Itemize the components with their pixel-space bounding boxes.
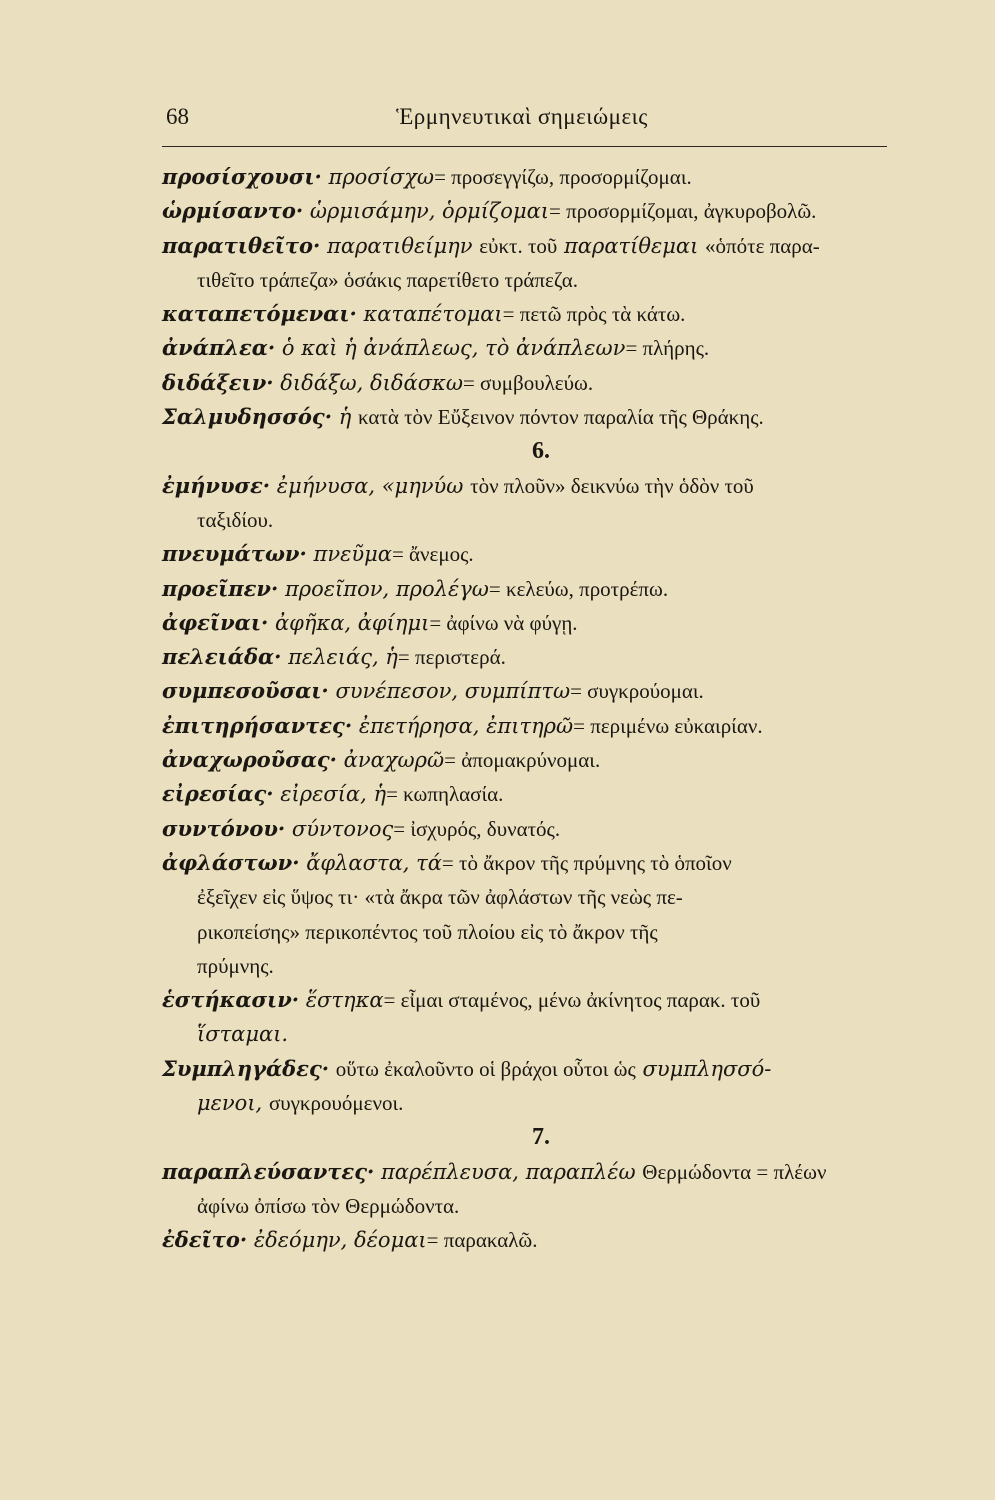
- gloss: = κωπηλασία.: [386, 782, 504, 807]
- gloss: = προσεγγίζω, προσορμίζομαι.: [434, 165, 692, 189]
- gloss: = προσορμίζομαι, ἀγκυροβολῶ.: [549, 199, 817, 224]
- gloss: = ἀπομακρύνομαι.: [444, 748, 601, 773]
- glossary-entry: [162, 1223, 890, 1257]
- headword: παραπλεύσαντες·: [162, 1158, 375, 1184]
- gloss: εὐκτ. τοῦ: [479, 233, 558, 258]
- entry-continuation: [162, 1086, 890, 1120]
- lemma-secondary: συμπλησσό-: [642, 1056, 772, 1081]
- headword: ἀναχωροῦσας·: [162, 747, 337, 773]
- headword: συμπεσοῦσαι·: [162, 678, 329, 704]
- glossary-entry: [162, 743, 890, 777]
- glossary-entry: [162, 709, 890, 743]
- headword: πελειάδα·: [162, 644, 282, 670]
- headword: ἀφλάστων·: [162, 849, 300, 875]
- lemma: ἕστηκα: [305, 988, 384, 1013]
- lemma: ἄφλαστα, τά: [306, 850, 442, 875]
- lemma: ὁ καὶ ἡ ἀνάπλεως, τὸ ἀνάπλεων: [281, 336, 626, 361]
- lemma: παρατιθείμην: [327, 233, 473, 258]
- glossary-entry: [162, 160, 890, 194]
- gloss: κατὰ τὸν Εὔξεινον πόντον παραλία τῆς Θράκης.: [358, 405, 764, 430]
- lemma: διδάξω, διδάσκω: [280, 370, 463, 395]
- gloss: = περιμένω εὐκαιρίαν.: [573, 713, 763, 738]
- gloss: = παρακαλῶ.: [426, 1228, 538, 1253]
- lemma: ἐπετήρησα, ἐπιτηρῶ: [358, 713, 574, 738]
- gloss: = ἄνεμος.: [391, 542, 474, 567]
- gloss: = εἶμαι σταμένος, μένω ἀκίνητος παρακ. τοῦ: [383, 988, 761, 1013]
- gloss: Θερμώδοντα = πλέων: [642, 1159, 827, 1184]
- running-head: [162, 104, 882, 140]
- headword: ἐμήνυσε·: [162, 472, 271, 498]
- running-title: Ἑρμηνευτικαὶ σημειώμεις: [396, 104, 648, 129]
- glossary-entry: [162, 366, 890, 400]
- lemma: προσίσχω: [328, 165, 435, 189]
- glossary-entry: [162, 297, 890, 331]
- glossary-entry: [162, 194, 890, 228]
- headword: καταπετόμεναι·: [162, 301, 357, 327]
- glossary-entry: [162, 777, 890, 811]
- glossary-entry: [162, 606, 890, 640]
- glossary-entry: [162, 331, 890, 365]
- glossary-entry: [162, 812, 890, 846]
- gloss: = ἀφίνω νὰ φύγῃ.: [429, 610, 578, 635]
- glossary-entry: [162, 674, 890, 708]
- lemma-secondary: παρατίθεμαι: [564, 233, 699, 258]
- headword: διδάξειν·: [162, 369, 274, 395]
- glossary-entry: [162, 400, 890, 434]
- headword: παρατιθεῖτο·: [162, 232, 321, 258]
- glossary-entry: [162, 983, 890, 1052]
- section-number: 7.: [532, 1124, 550, 1151]
- lemma: ἀναχωρῶ: [343, 748, 445, 773]
- glossary-entry: [162, 1155, 890, 1224]
- gloss: = κελεύω, προτρέπω.: [488, 576, 669, 601]
- headword: ἀνάπλεα·: [162, 335, 276, 361]
- gloss: = περιστερά.: [397, 645, 506, 670]
- entry-continuation: ἀφίνω ὀπίσω τὸν Θερμώδοντα.: [197, 1193, 460, 1218]
- headword: συντόνου·: [162, 815, 286, 841]
- headword: προσίσχουσι·: [162, 164, 322, 189]
- lemma: ἀφῆκα, ἀφίημι: [274, 610, 430, 635]
- headword: ὡρμίσαντο·: [162, 198, 304, 224]
- entry-continuation: τιθεῖτο τράπεζα» ὁσάκις παρετίθετο τράπεζα.: [197, 267, 579, 292]
- headword: ἑστήκασιν·: [162, 987, 300, 1013]
- headword: Σαλμυδησσός·: [162, 404, 333, 430]
- entry-continuation: ἵσταμαι.: [197, 1022, 289, 1047]
- lemma: καταπέτομαι: [363, 302, 503, 327]
- lemma: προεῖπον, προλέγω: [284, 576, 489, 601]
- glossary-entry: [162, 640, 890, 674]
- lemma: ἡ: [338, 405, 352, 430]
- glossary-entry: [162, 1052, 890, 1121]
- headword: προεῖπεν·: [162, 575, 279, 601]
- lemma: συνέπεσον, συμπίπτω: [335, 679, 571, 704]
- lemma: εἰρεσία, ἡ: [280, 782, 387, 807]
- lemma: ἐμήνυσα, «μηνύω: [276, 473, 464, 498]
- gloss: = πετῶ πρὸς τὰ κάτω.: [502, 302, 686, 327]
- gloss-quote: «ὁπότε παρα-: [705, 233, 820, 258]
- gloss: = πλήρης.: [625, 336, 710, 361]
- continuation-gloss: συγκρουόμενοι.: [268, 1091, 404, 1116]
- entry-continuation: ρικοπείσης» περικοπέντος τοῦ πλοίου εἰς τὸ ἄκρον τῆς: [197, 919, 658, 944]
- headword: εἰρεσίας·: [162, 781, 274, 807]
- lemma: παρέπλευσα, παραπλέω: [380, 1159, 636, 1184]
- gloss: = τὸ ἄκρον τῆς πρύμνης τὸ ὁποῖον: [441, 850, 732, 875]
- entry-continuation: ἐξεῖχεν εἰς ὕψος τι· «τὰ ἄκρα τῶν ἀφλάστων τῆς νεὼς πε-: [197, 885, 683, 910]
- headword: ἐδεῖτο·: [162, 1227, 248, 1253]
- lemma: πνεῦμα: [313, 542, 392, 567]
- glossary-entry: [162, 469, 890, 538]
- headword: πνευμάτων·: [162, 541, 307, 567]
- glossary-entry: [162, 572, 890, 606]
- gloss: = συμβουλεύω.: [462, 370, 594, 395]
- entry-continuation: πρύμνης.: [197, 953, 274, 978]
- header-rule: [162, 146, 887, 147]
- gloss: = συγκρούομαι.: [570, 679, 704, 704]
- headword: Συμπληγάδες·: [162, 1055, 330, 1081]
- continuation-italic: μενοι,: [197, 1091, 263, 1116]
- gloss: τὸν πλοῦν» δεικνύω τὴν ὁδὸν τοῦ: [470, 473, 754, 498]
- lemma: πελειάς, ἡ: [288, 645, 398, 670]
- glossary-entry: [162, 537, 890, 571]
- entry-continuation: ταξιδίου.: [197, 507, 274, 532]
- page-number: 68: [166, 104, 189, 129]
- glossary-body: [162, 160, 890, 1258]
- section-number: 6.: [532, 438, 550, 465]
- lemma: ἐδεόμην, δέομαι: [253, 1228, 427, 1253]
- headword: ἐπιτηρήσαντες·: [162, 712, 353, 738]
- gloss: οὕτω ἐκαλοῦντο οἱ βράχοι οὗτοι ὡς: [335, 1056, 636, 1081]
- headword: ἀφεῖναι·: [162, 609, 269, 635]
- glossary-entry: [162, 229, 890, 298]
- lemma: σύντονος: [291, 816, 394, 841]
- glossary-entry: [162, 846, 890, 983]
- lemma: ὡρμισάμην, ὁρμίζομαι: [309, 199, 550, 224]
- gloss: = ἰσχυρός, δυνατός.: [393, 816, 561, 841]
